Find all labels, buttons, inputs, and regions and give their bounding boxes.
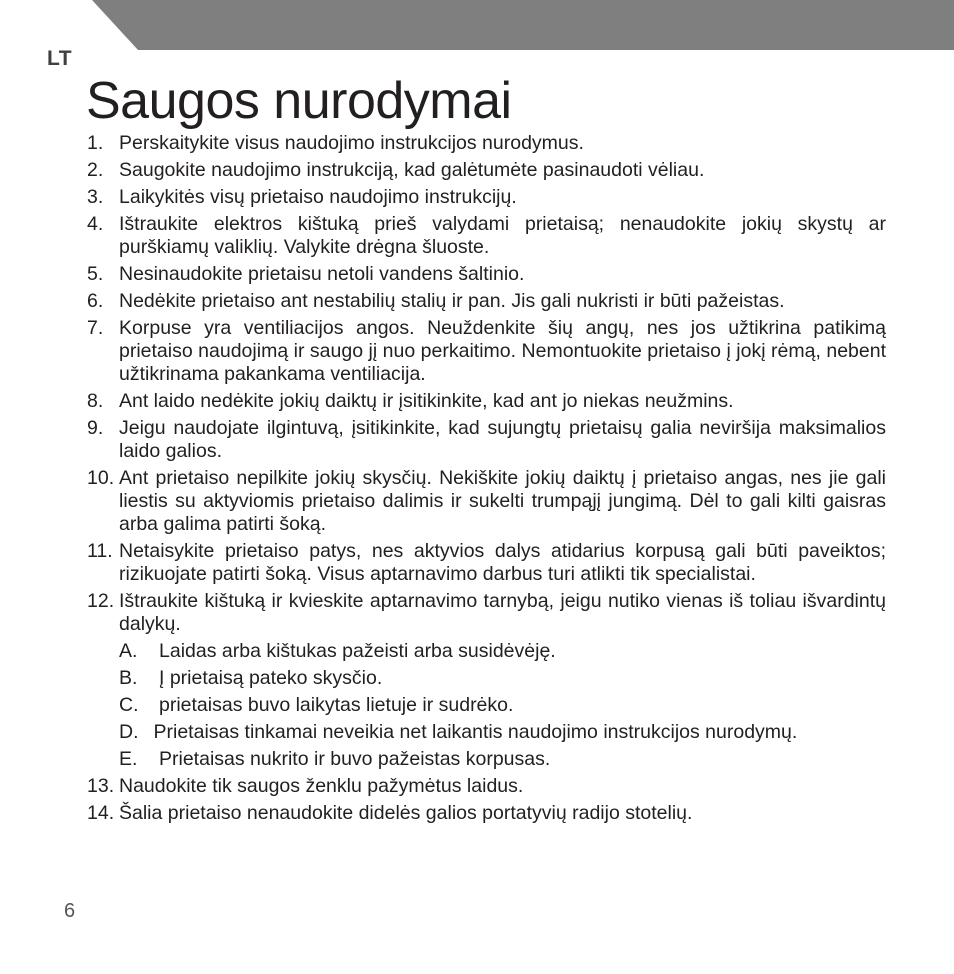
item-text: Saugokite naudojimo instrukciją, kad galėtumėte pasinaudoti vėliau. [119, 159, 705, 181]
list-item [87, 417, 886, 463]
item-number: 7. [87, 317, 104, 339]
list-item [87, 290, 886, 313]
header-band-shape [92, 0, 954, 50]
item-number: 6. [87, 290, 104, 312]
header-band [0, 0, 954, 50]
item-text: Perskaitykite visus naudojimo instrukcijos nurodymus. [119, 132, 584, 154]
list-item [87, 802, 886, 825]
item-number: 10. [87, 467, 115, 489]
page-number: 6 [64, 900, 76, 922]
sub-item-letter: D. [119, 721, 139, 743]
sub-item-text: Į prietaisą pateko skysčio. [159, 667, 383, 689]
sub-item-letter: C. [119, 694, 139, 716]
item-text: Ištraukite elektros kištuką prieš valydami prietaisą; nenaudokite jokių skystų ar purškiamų valiklių. Valykite drėgna šluoste. [119, 213, 886, 258]
sub-list-item [87, 721, 886, 744]
sub-item-text: Prietaisas tinkamai neveikia net laikantis naudojimo instrukcijos nurodymų. [153, 721, 798, 743]
safety-instructions-list [87, 132, 886, 829]
item-text: Šalia prietaiso nenaudokite didelės galios portatyvių radijo stotelių. [119, 802, 693, 824]
item-text: Naudokite tik saugos ženklu pažymėtus laidus. [119, 775, 524, 797]
list-item [87, 132, 886, 155]
item-text: Jeigu naudojate ilgintuvą, įsitikinkite, kad sujungtų prietaisų galia neviršija maksimalios laido galios. [119, 417, 886, 462]
sub-item-letter: B. [119, 667, 138, 689]
list-item [87, 186, 886, 209]
item-number: 2. [87, 159, 104, 181]
list-item [87, 540, 886, 586]
item-text: Nesinaudokite prietaisu netoli vandens šaltinio. [119, 263, 525, 285]
item-text: Laikykitės visų prietaiso naudojimo instrukcijų. [119, 186, 517, 208]
sub-list-item [87, 694, 886, 717]
item-number: 3. [87, 186, 104, 208]
list-item [87, 390, 886, 413]
item-number: 13. [87, 775, 115, 797]
sub-item-letter: E. [119, 748, 138, 770]
item-number: 5. [87, 263, 104, 285]
item-text: Ant prietaiso nepilkite jokių skysčių. Nekiškite jokių daiktų į prietaiso angas, nes jie gali liestis su aktyviomis prietaiso dalimis ir sukelti trumpąjį jungimą. Dėl to gali kilti gaisras arba galima patirti šoką. [119, 467, 886, 535]
item-number: 8. [87, 390, 104, 412]
item-text: Nedėkite prietaiso ant nestabilių stalių ir pan. Jis gali nukristi ir būti pažeistas. [119, 290, 785, 312]
language-code: LT [47, 47, 73, 70]
item-number: 12. [87, 590, 115, 612]
list-item [87, 263, 886, 286]
item-number: 14. [87, 802, 115, 824]
list-item [87, 775, 886, 798]
item-number: 1. [87, 132, 104, 154]
item-text: Ištraukite kištuką ir kvieskite aptarnavimo tarnybą, jeigu nutiko vienas iš toliau išvardintų dalykų. [119, 590, 886, 635]
page-title: Saugos nurodymai [86, 72, 512, 130]
item-number: 11. [87, 540, 113, 562]
list-item [87, 213, 886, 259]
sub-list-item [87, 640, 886, 663]
list-item [87, 467, 886, 536]
sub-list-item [87, 748, 886, 771]
sub-item-letter: A. [119, 640, 138, 662]
item-text: Korpuse yra ventiliacijos angos. Neuždenkite šių angų, nes jos užtikrina patikimą prietaiso naudojimą ir saugo jį nuo perkaitimo. Nemontuokite prietaiso į jokį rėmą, nebent užtikrinama pakankama ventiliacija. [119, 317, 886, 385]
item-number: 9. [87, 417, 104, 439]
sub-list-item [87, 667, 886, 690]
sub-item-text: Prietaisas nukrito ir buvo pažeistas korpusas. [159, 748, 551, 770]
item-text: Netaisykite prietaiso patys, nes aktyvios dalys atidarius korpusą gali būti paveiktos; rizikuojate patirti šoką. Visus aptarnavimo darbus turi atlikti tik specialistai. [119, 540, 886, 585]
list-item [87, 159, 886, 182]
sub-item-text: prietaisas buvo laikytas lietuje ir sudrėko. [159, 694, 514, 716]
item-text: Ant laido nedėkite jokių daiktų ir įsitikinkite, kad ant jo niekas neužmins. [119, 390, 734, 412]
list-item [87, 317, 886, 386]
sub-item-text: Laidas arba kištukas pažeisti arba susidėvėję. [159, 640, 556, 662]
item-number: 4. [87, 213, 104, 235]
list-item [87, 590, 886, 636]
